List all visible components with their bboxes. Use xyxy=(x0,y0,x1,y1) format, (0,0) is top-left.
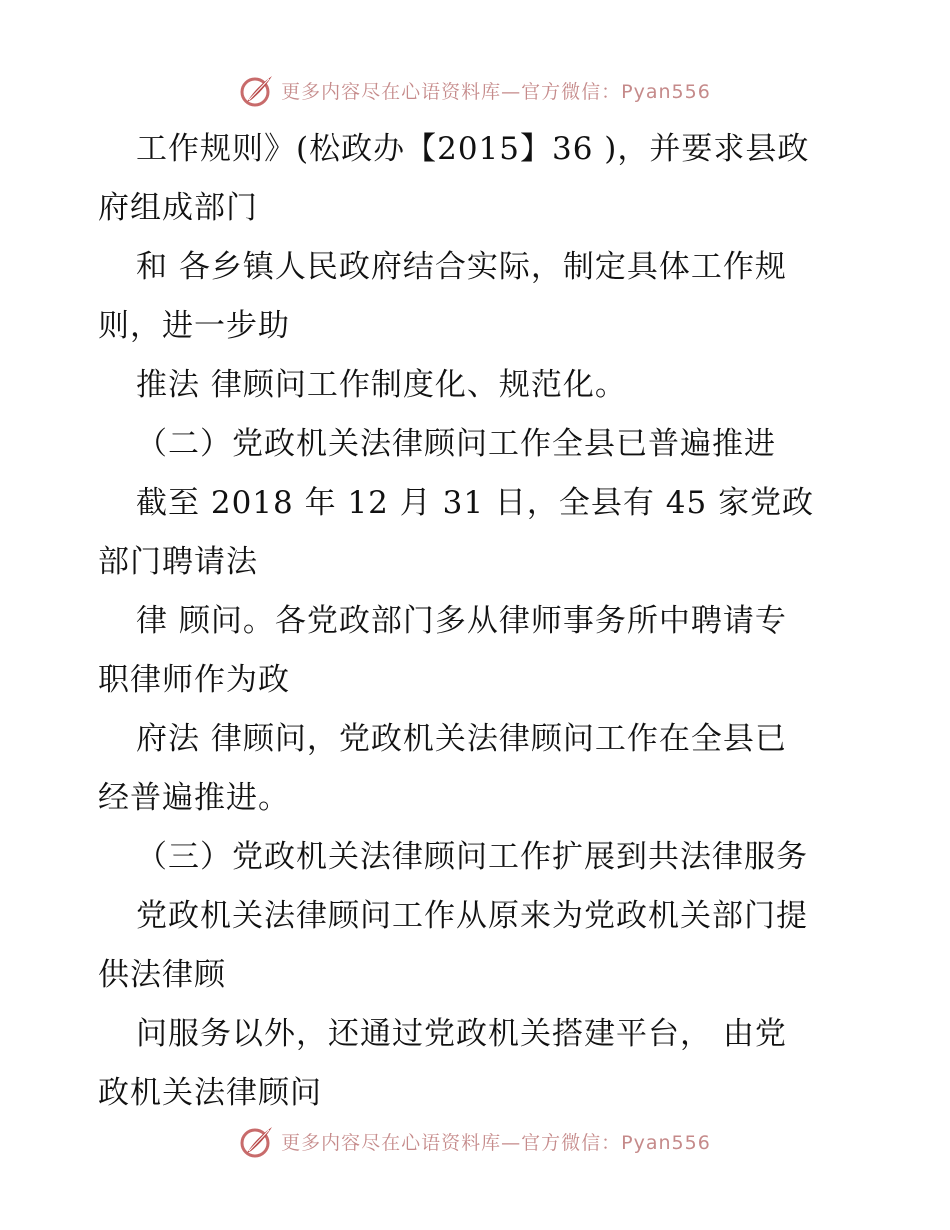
quill-pen-logo-icon xyxy=(239,1123,275,1159)
text-line: 和 各乡镇人民政府结合实际，制定具体工作规 xyxy=(136,249,787,285)
text-line: 部门聘请法 xyxy=(98,544,258,580)
text-line: 截至 2018 年 12 月 31 日，全县有 45 家党政 xyxy=(136,485,815,521)
text-line: 经普遍推进。 xyxy=(98,780,290,816)
watermark-text: 更多内容尽在心语资料库—官方微信：Pyan556 xyxy=(281,80,711,103)
text-line: 工作规则》(松政办【2015】36 )，并要求县政 xyxy=(136,131,810,167)
text-line: 政机关法律顾问 xyxy=(98,1075,322,1111)
section-heading: （三）党政机关法律顾问工作扩展到共法律服务 xyxy=(136,839,808,875)
watermark-text: 更多内容尽在心语资料库—官方微信：Pyan556 xyxy=(281,1131,711,1154)
text-line: 则，进一步助 xyxy=(98,308,290,344)
text-line: 党政机关法律顾问工作从原来为党政机关部门提 xyxy=(136,898,808,934)
text-line: 问服务以外，还通过党政机关搭建平台， 由党 xyxy=(136,1016,787,1052)
text-line: 供法律顾 xyxy=(98,957,226,993)
document-body xyxy=(98,120,858,1123)
section-heading: （二）党政机关法律顾问工作全县已普遍推进 xyxy=(136,426,776,462)
text-line: 职律师作为政 xyxy=(98,662,290,698)
quill-pen-logo-icon xyxy=(239,72,275,108)
text-line: 府组成部门 xyxy=(98,190,258,226)
watermark-header xyxy=(0,70,950,110)
text-line: 推法 律顾问工作制度化、规范化。 xyxy=(136,367,627,403)
watermark-footer xyxy=(0,1121,950,1161)
text-line: 府法 律顾问，党政机关法律顾问工作在全县已 xyxy=(136,721,787,757)
text-line: 律 顾问。各党政部门多从律师事务所中聘请专 xyxy=(136,603,787,639)
